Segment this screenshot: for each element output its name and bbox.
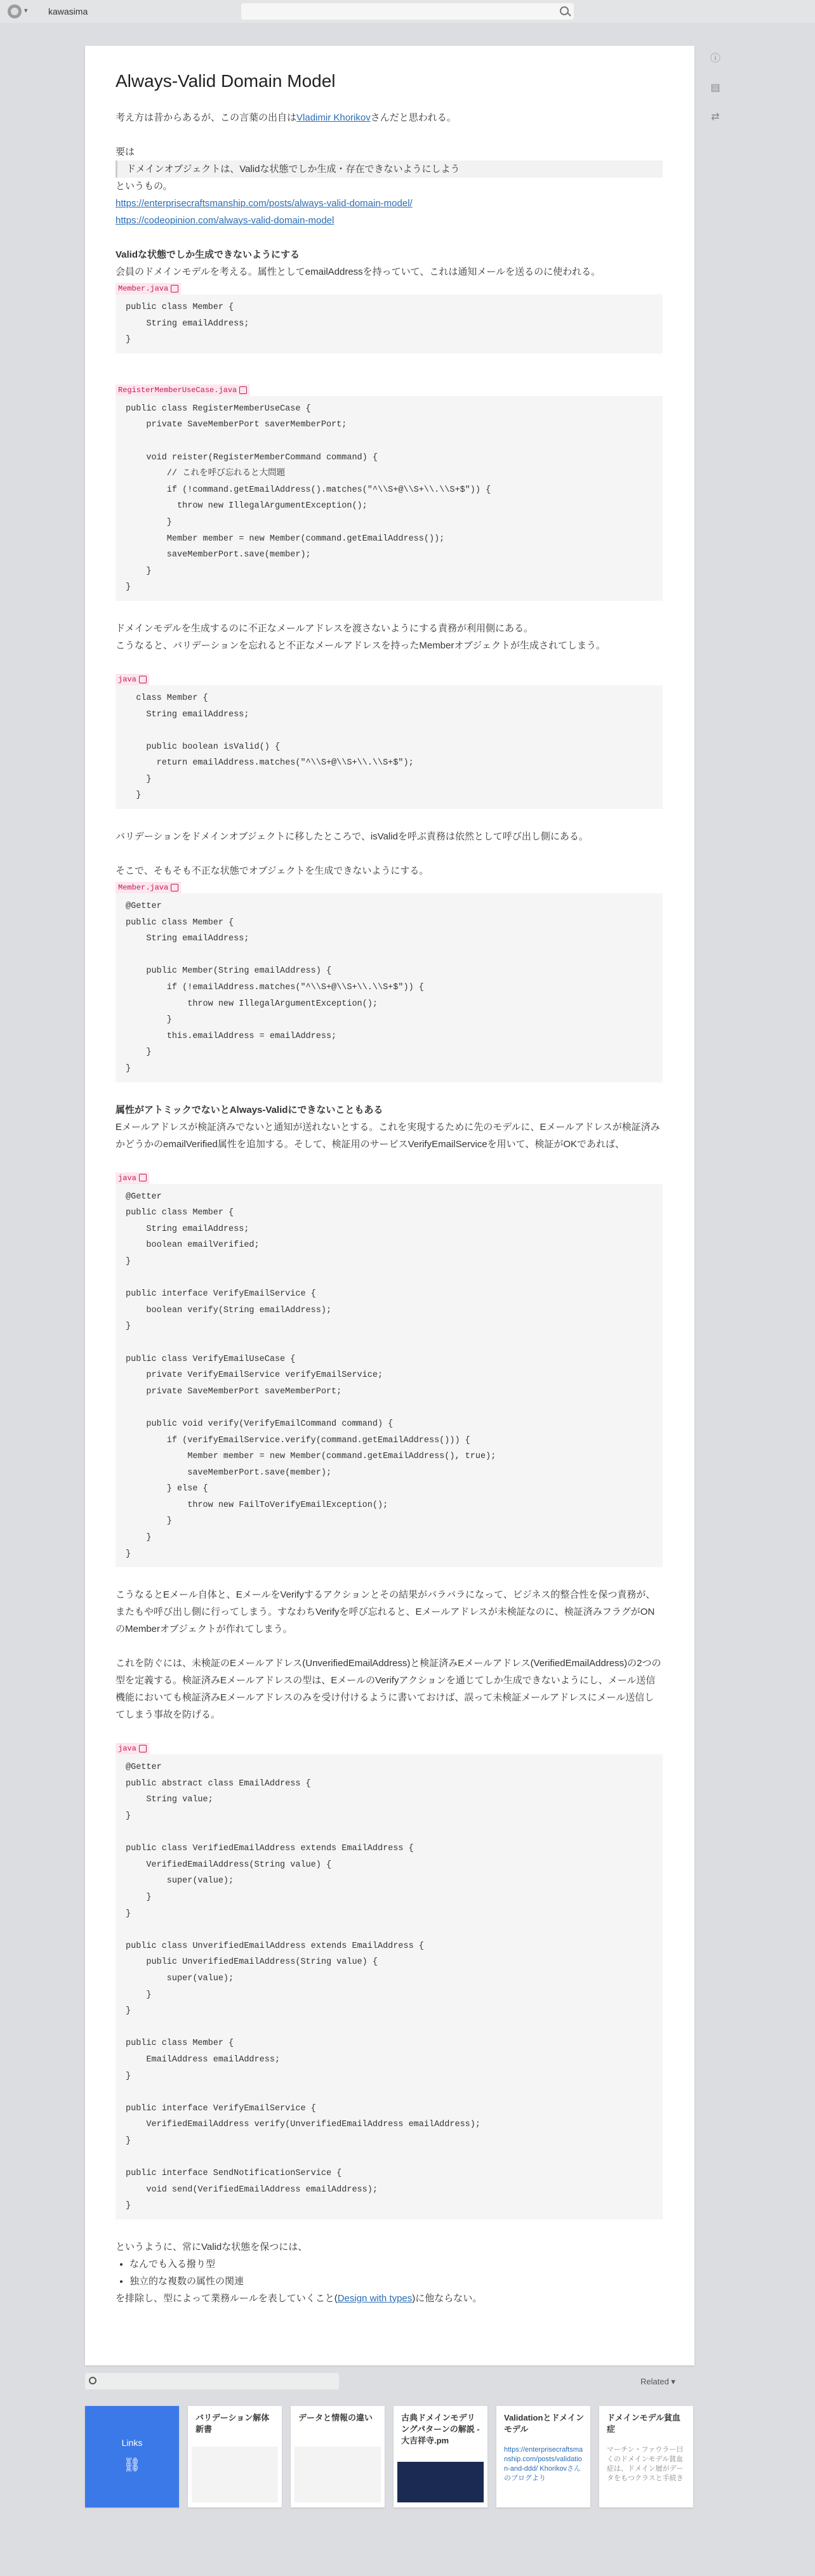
text-line: 要は: [116, 147, 135, 157]
top-bar: [0, 0, 815, 23]
code-caption: RegisterMemberUseCase.java: [116, 384, 249, 396]
reference-link[interactable]: https://codeopinion.com/always-valid-domain-model: [116, 215, 335, 226]
design-with-types-link[interactable]: Design with types: [337, 2292, 413, 2304]
section-heading: Validな状態でしか生成できないようにする: [116, 249, 300, 260]
related-section: [85, 2373, 694, 2576]
related-card[interactable]: ドメインモデル貧血症 マーチン・ファウラー曰くのドメインモデル貧血症は、ドメイン層がデータをもつクラスと手続き: [599, 2406, 693, 2507]
intro-line: 考え方は昔からあるが、この言葉の出自はVladimir Khorikovさんだと思われる。: [116, 112, 456, 123]
related-card[interactable]: 古典ドメインモデリングパターンの解説 - 大吉祥寺.pm: [394, 2406, 487, 2507]
paragraph: こうなると、バリデーションを忘れると不正なメールアドレスを持ったMemberオブジェクトが生成されてしまう。: [116, 640, 606, 651]
reference-link[interactable]: https://enterprisecraftsmanship.com/posts/always-valid-domain-model/: [116, 198, 413, 209]
related-card[interactable]: データと情報の違い: [291, 2406, 385, 2507]
paragraph: というように、常にValidな状態を保つには、: [116, 2241, 308, 2252]
paragraph: そこで、そもそも不正な状態でオブジェクトを生成できないようにする。: [116, 865, 429, 877]
quote-block: ドメインオブジェクトは、Validな状態でしか生成・存在できないようにしよう: [116, 161, 663, 178]
author-link[interactable]: Vladimir Khorikov: [296, 112, 371, 123]
copy-icon[interactable]: [239, 386, 247, 394]
paragraph: Eメールアドレスが検証済みでないと通知が送れないとする。これを実現するために先のモデルに、Eメールアドレスが検証済みかどうかのemailVerified属性を追加する。そして、検証用のサービスVerifyEmailServiceを用いて、検証がOKであれば、: [116, 1121, 660, 1150]
links-card[interactable]: Links ⛓: [85, 2406, 179, 2507]
card-thumbnail: [295, 2447, 381, 2502]
copy-icon[interactable]: [171, 884, 178, 891]
code-block: @Getter public class Member { String emailAddress; public Member(String emailAddress) { if (!emailAddress.matches("^\\S+@\\S+\\.\\S+$")) { throw new IllegalArgumentException(); } this.emailAddress = emailAddress; } }: [116, 893, 663, 1082]
project-name[interactable]: kawasima: [48, 6, 88, 16]
code-caption: Member.java: [116, 283, 181, 294]
list-item: • なんでも入る撥り型: [129, 2256, 663, 2273]
related-sort-button[interactable]: Related ▾: [640, 2377, 675, 2386]
search-icon: [89, 2377, 96, 2384]
search-input[interactable]: [241, 3, 574, 20]
info-icon[interactable]: ⓘ: [710, 53, 720, 64]
code-block: @Getter public class Member { String emailAddress; boolean emailVerified; } public interface VerifyEmailService { boolean verify(String emailAddress); } public class VerifyEmailUseCase { private VerifyEmailService verifyEmailService; private SaveMemberPort saveMemberPort; public void verify(VerifyEmailCommand command) { if (verifyEmailService.verify(command.getEmailAddress())) { Member member = new Member(command.getEmailAddress(), true); saveMemberPort.save(member); } else { throw new FailToVerifyEmailException(); } } }: [116, 1184, 663, 1568]
related-card[interactable]: バリデーション解体新書: [188, 2406, 282, 2507]
copy-icon[interactable]: [139, 1174, 147, 1181]
bullet-list: [116, 2256, 663, 2290]
card-thumbnail: [192, 2447, 278, 2502]
section-heading: 属性がアトミックでないとAlways-Validにできないこともある: [116, 1104, 383, 1115]
code-caption: Member.java: [116, 882, 181, 893]
code-caption: java: [116, 1743, 149, 1754]
code-block: class Member { String emailAddress; public boolean isValid() { return emailAddress.matches("^\\S+@\\S+\\.\\S+$"); } }: [116, 685, 663, 809]
chevron-down-icon[interactable]: ▾: [24, 7, 28, 15]
link-icon: ⛓: [123, 2457, 141, 2473]
related-card[interactable]: Validationとドメインモデル https://enterprisecraftsmanship.com/posts/validation-and-ddd/ Khorikovさんのブログより: [496, 2406, 590, 2507]
text-line: というもの。: [116, 181, 173, 192]
list-item: • 独立的な複数の属性の関連: [129, 2273, 663, 2290]
shuffle-icon[interactable]: ⇄: [711, 112, 720, 122]
code-block: @Getter public abstract class EmailAddress { String value; } public class VerifiedEmailAddress extends EmailAddress { VerifiedEmailAddress(String value) { super(value); } } public class UnverifiedEmailAddress extends EmailAddress { public UnverifiedEmailAddress(String value) { super(value); } } public class Member { EmailAddress emailAddress; } public interface VerifyEmailService { VerifiedEmailAddress verify(UnverifiedEmailAddress emailAddress); } public interface SendNotificationService { void send(VerifiedEmailAddress emailAddress); }: [116, 1754, 663, 2219]
page-title: Always-Valid Domain Model: [116, 71, 336, 91]
code-caption: java: [116, 1173, 149, 1184]
card-thumbnail: [397, 2462, 484, 2502]
code-block: public class RegisterMemberUseCase { private SaveMemberPort saverMemberPort; void reister(RegisterMemberCommand command) { // これを呼び忘れると大問題 if (!command.getEmailAddress().matches("^\\S+@\\S+\\.\\S+$")) { throw new IllegalArgumentException(); } Member member = new Member(command.getEmailAddress()); saveMemberPort.save(member); } }: [116, 396, 663, 601]
code-block: public class Member { String emailAddress; }: [116, 294, 663, 353]
copy-icon[interactable]: [139, 1745, 147, 1752]
search-icon[interactable]: [560, 6, 569, 15]
paragraph: バリデーションをドメインオブジェクトに移したところで、isValidを呼ぶ責務は依然として呼び出し側にある。: [116, 831, 588, 843]
paragraph: を排除し、型によって業務ルールを表していくこと(Design with types)に他ならない。: [116, 2292, 482, 2304]
code-caption: java: [116, 674, 149, 685]
page-icon[interactable]: ▤: [710, 82, 720, 93]
related-search-input[interactable]: [85, 2373, 339, 2389]
paragraph: こうなるとEメール自体と、EメールをVerifyするアクションとその結果がバラバラになって、ビジネス的整合性を保つ責務が、またもや呼び出し側に行ってしまう。すなわちVerifyを呼び忘れると、Eメールアドレスが未検証なのに、検証済みフラグがONのMemberオブジェクトが作れてしまう。: [116, 1589, 656, 1635]
copy-icon[interactable]: [139, 676, 147, 683]
project-logo-icon[interactable]: [8, 4, 22, 18]
paragraph: これを防ぐには、未検証のEメールアドレス(UnverifiedEmailAddress)と検証済みEメールアドレス(VerifiedEmailAddress)の2つの型を定義する。検証済みEメールアドレスの型は、EメールのVerifyアクションを通じてしか生成できないようにし、メール送信機能においても検証済みEメールアドレスのみを受け付けるように書いておけば、誤って未検証メールアドレスにメール送信してしまう事故を防げる。: [116, 1658, 661, 1721]
page-content: [116, 71, 663, 2307]
copy-icon[interactable]: [171, 285, 178, 292]
paragraph: ドメインモデルを生成するのに不正なメールアドレスを渡さないようにする責務が利用側にある。: [116, 622, 534, 634]
page-paper: [85, 46, 694, 2365]
paragraph: 会員のドメインモデルを考える。属性としてemailAddressを持っていて、これは通知メールを送るのに使われる。: [116, 266, 601, 277]
